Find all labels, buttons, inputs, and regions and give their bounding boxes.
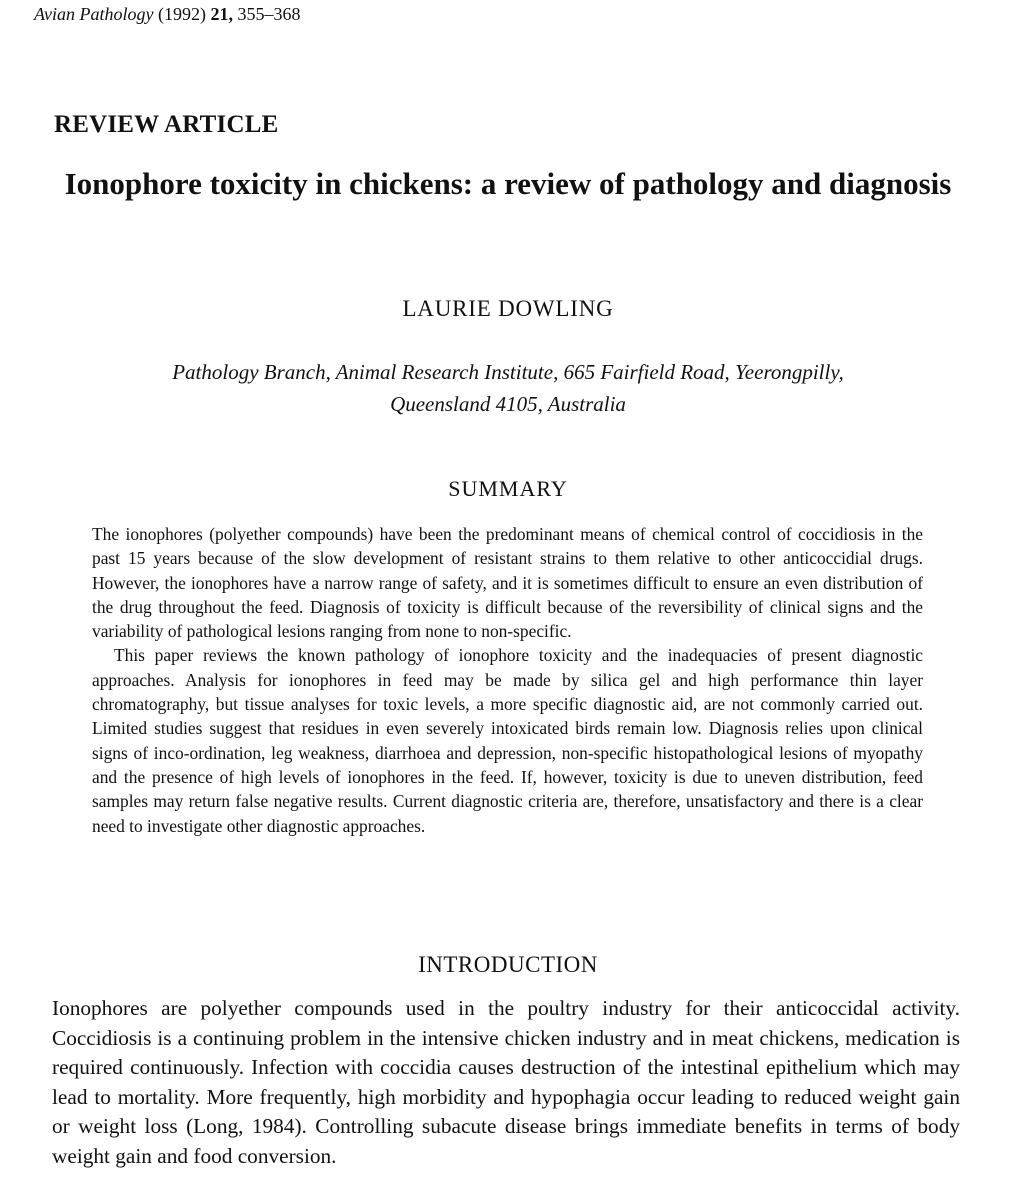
article-type: REVIEW ARTICLE — [54, 111, 279, 138]
journal-name: Avian Pathology — [34, 4, 154, 24]
affiliation-line-1: Pathology Branch, Animal Research Institute, 665 Fairfield Road, Yeerongpilly, — [172, 360, 844, 384]
author-name: LAURIE DOWLING — [402, 296, 614, 321]
journal-citation — [34, 4, 300, 25]
journal-volume: 21, — [210, 4, 233, 24]
affiliation-line-2: Queensland 4105, Australia — [390, 392, 626, 416]
article-title: Ionophore toxicity in chickens: a review of pathology and diagnosis — [64, 166, 952, 201]
summary-paragraph-1: The ionophores (polyether compounds) have been the predominant means of chemical control of coccidiosis in the past 15 years because of the slow development of resistant strains to them relative to other anticoccidial drugs. However, the ionophores have a narrow range of safety, and it is sometimes difficult to ensure an even distribution of the drug throughout the feed. Diagnosis of toxicity is difficult because of the reversibility of clinical signs and the variability of pathological lesions ranging from none to non-specific. — [92, 524, 923, 642]
journal-pages: 355–368 — [237, 4, 301, 24]
summary-body — [92, 522, 923, 838]
introduction-body — [52, 994, 960, 1172]
journal-year: (1992) — [157, 4, 206, 24]
author-affiliation — [60, 356, 956, 420]
summary-paragraph-2: This paper reviews the known pathology of ionophore toxicity and the inadequacies of present diagnostic approaches. Analysis for ionophores in feed may be made by silica gel and high performance thin layer chromatography, but tissue analyses for toxic levels, a more specific diagnostic aid, are not commonly carried out. Limited studies suggest that residues in even severely intoxicated birds remain low. Diagnosis relies upon clinical signs of inco-ordination, leg weakness, diarrhoea and depression, non-specific histopathological lesions of myopathy and the presence of high levels of ionophores in the feed. If, however, toxicity is due to uneven distribution, feed samples may return false negative results. Current diagnostic criteria are, therefore, unsatisfactory and there is a clear need to investigate other diagnostic approaches. — [92, 645, 923, 836]
summary-heading: SUMMARY — [448, 476, 568, 501]
introduction-heading: INTRODUCTION — [418, 952, 598, 977]
introduction-paragraph-1: Ionophores are polyether compounds used in the poultry industry for their anticoccidal activity. Coccidiosis is a continuing problem in the intensive chicken industry and in meat chickens, medication is required continuously. Infection with coccidia causes destruction of the intestinal epithelium which may lead to mortality. More frequently, high morbidity and hypophagia occur leading to reduced weight gain or weight loss (Long, 1984). Controlling subacute disease brings immediate benefits in terms of body weight gain and food conversion. — [52, 996, 960, 1168]
